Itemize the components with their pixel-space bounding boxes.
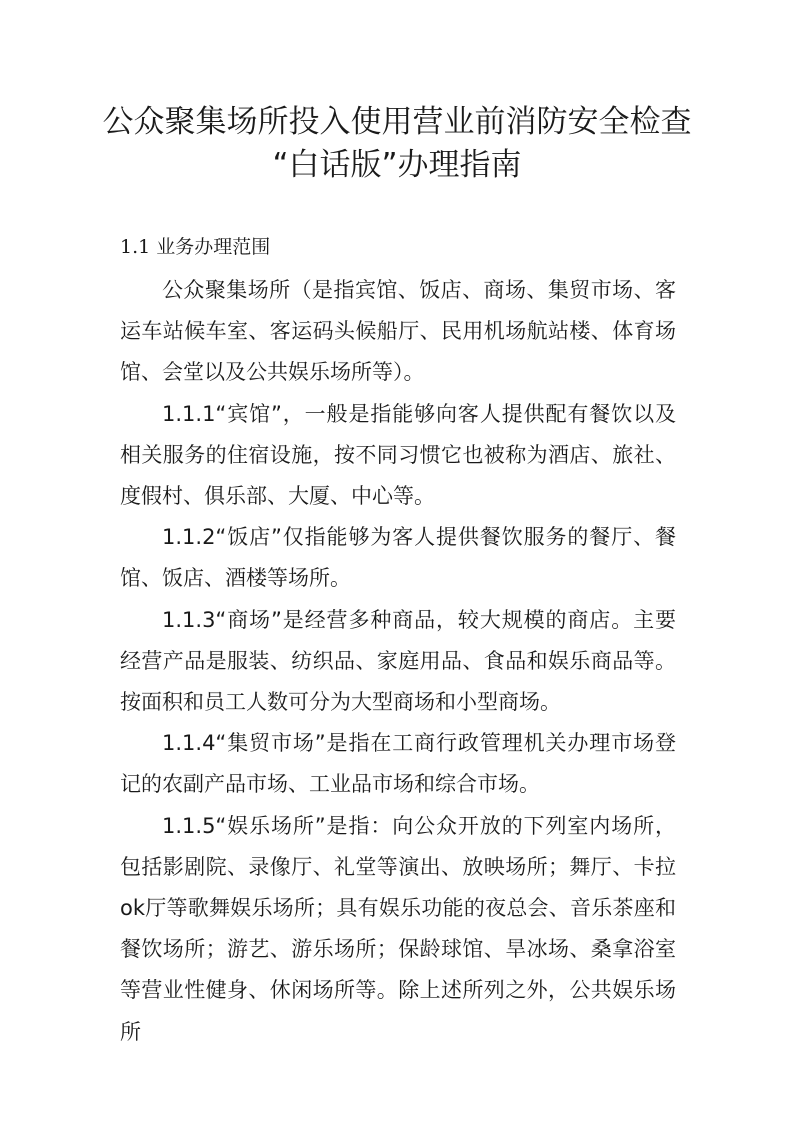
- paragraph-public-gathering-places: 公众聚集场所（是指宾馆、饭店、商场、集贸市场、客运车站候车室、客运码头候船厅、民用机场航站楼、体育场馆、会堂以及公共娱乐场所等）。: [120, 278, 676, 385]
- document-title-line-2: “白话版”办理指南: [272, 147, 522, 183]
- paragraph-bazaar-market: 1.1.4“集贸市场”是指在工商行政管理机关办理市场登记的农副产品市场、工业品市场和综合市场。: [120, 731, 676, 797]
- section-heading: 1.1 业务办理范围: [120, 236, 271, 258]
- paragraph-entertainment-venues: 1.1.5“娱乐场所”是指：向公众开放的下列室内场所，包括影剧院、录像厅、礼堂等演出、放映场所；舞厅、卡拉ok厅等歌舞娱乐场所；具有娱乐功能的夜总会、音乐茶座和餐饮场所；游艺、游乐场所；保龄球馆、旱冰场、桑拿浴室等营业性健身、休闲场所等。除上述所列之外，公共娱乐场所: [120, 813, 676, 1044]
- paragraph-hotel: 1.1.1“宾馆”，一般是指能够向客人提供配有餐饮以及相关服务的住宿设施，按不同习惯它也被称为酒店、旅社、度假村、俱乐部、大厦、中心等。: [120, 401, 676, 509]
- document-title-line-1: 公众聚集场所投入使用营业前消防安全检查: [102, 104, 692, 140]
- paragraph-shopping-mall: 1.1.3“商场”是经营多种商品，较大规模的商店。主要经营产品是服装、纺织品、家庭用品、食品和娱乐商品等。按面积和员工人数可分为大型商场和小型商场。: [120, 607, 676, 715]
- document-body: [120, 270, 676, 1053]
- paragraph-restaurant: 1.1.2“饭店”仅指能够为客人提供餐饮服务的餐厅、餐馆、饭店、酒楼等场所。: [120, 525, 676, 591]
